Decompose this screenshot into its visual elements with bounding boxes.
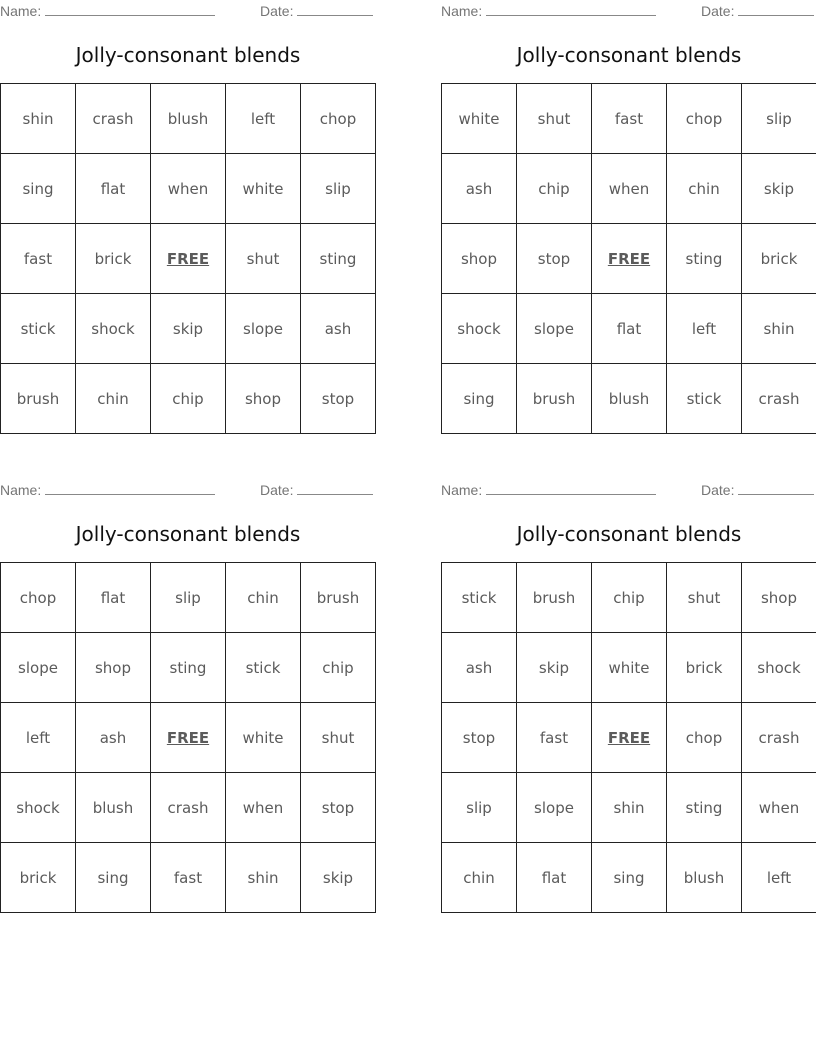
- grid-cell: slip: [301, 154, 376, 224]
- grid-cell: crash: [76, 84, 151, 154]
- grid-row: [442, 703, 816, 773]
- free-space-cell: FREE: [592, 224, 667, 294]
- bingo-grid: [441, 562, 816, 913]
- grid-cell: ash: [442, 154, 517, 224]
- grid-cell: white: [226, 703, 301, 773]
- grid-row: [1, 154, 376, 224]
- date-field: [260, 482, 373, 498]
- grid-cell: crash: [151, 773, 226, 843]
- grid-cell: shop: [76, 633, 151, 703]
- grid-cell: skip: [301, 843, 376, 913]
- grid-cell: shock: [1, 773, 76, 843]
- grid-cell: chop: [1, 563, 76, 633]
- grid-row: [442, 294, 816, 364]
- grid-cell: fast: [517, 703, 592, 773]
- grid-cell: stop: [442, 703, 517, 773]
- grid-cell: stick: [442, 563, 517, 633]
- card-title: Jolly-consonant blends: [516, 522, 742, 546]
- grid-row: [442, 84, 816, 154]
- grid-cell: sting: [301, 224, 376, 294]
- grid-cell: when: [151, 154, 226, 224]
- card-header: [0, 3, 376, 19]
- grid-cell: when: [592, 154, 667, 224]
- grid-cell: chin: [442, 843, 517, 913]
- name-label: Name:: [0, 3, 42, 19]
- grid-cell: brick: [1, 843, 76, 913]
- name-field: [441, 482, 656, 498]
- grid-cell: shop: [226, 364, 301, 434]
- bingo-card-1: [0, 0, 376, 434]
- bingo-card-4: [441, 479, 816, 913]
- grid-cell: skip: [151, 294, 226, 364]
- name-blank-line: [486, 482, 656, 495]
- grid-cell: chip: [592, 563, 667, 633]
- free-space-cell: FREE: [151, 224, 226, 294]
- grid-cell: shut: [301, 703, 376, 773]
- grid-cell: shock: [442, 294, 517, 364]
- card-header: [441, 482, 816, 498]
- bingo-grid: [0, 83, 376, 434]
- grid-row: [1, 843, 376, 913]
- grid-cell: chop: [301, 84, 376, 154]
- grid-cell: sting: [667, 773, 742, 843]
- name-label: Name:: [441, 3, 483, 19]
- grid-cell: stick: [226, 633, 301, 703]
- grid-row: [442, 154, 816, 224]
- grid-row: [442, 633, 816, 703]
- grid-cell: shock: [742, 633, 816, 703]
- card-title: Jolly-consonant blends: [75, 522, 301, 546]
- grid-cell: fast: [592, 84, 667, 154]
- card-title: Jolly-consonant blends: [75, 43, 301, 67]
- grid-cell: stick: [1, 294, 76, 364]
- date-blank-line: [738, 482, 814, 495]
- grid-cell: blush: [592, 364, 667, 434]
- grid-cell: shop: [442, 224, 517, 294]
- grid-row: [1, 563, 376, 633]
- grid-cell: sing: [442, 364, 517, 434]
- grid-row: [1, 633, 376, 703]
- bingo-card-2: [441, 0, 816, 434]
- grid-row: [442, 773, 816, 843]
- date-field: [701, 3, 814, 19]
- grid-cell: brush: [517, 364, 592, 434]
- name-blank-line: [486, 3, 656, 16]
- grid-cell: when: [226, 773, 301, 843]
- grid-cell: blush: [76, 773, 151, 843]
- grid-cell: slope: [517, 773, 592, 843]
- grid-cell: skip: [742, 154, 816, 224]
- grid-cell: shin: [226, 843, 301, 913]
- grid-cell: slip: [151, 563, 226, 633]
- grid-row: [442, 563, 816, 633]
- grid-row: [1, 703, 376, 773]
- grid-cell: ash: [76, 703, 151, 773]
- grid-row: [442, 843, 816, 913]
- grid-cell: brick: [76, 224, 151, 294]
- grid-cell: shut: [226, 224, 301, 294]
- grid-cell: flat: [76, 563, 151, 633]
- grid-cell: shin: [1, 84, 76, 154]
- grid-row: [1, 364, 376, 434]
- grid-cell: left: [667, 294, 742, 364]
- grid-cell: sing: [1, 154, 76, 224]
- grid-cell: shut: [517, 84, 592, 154]
- grid-cell: chip: [301, 633, 376, 703]
- bingo-card-3: [0, 479, 376, 913]
- grid-cell: blush: [667, 843, 742, 913]
- grid-cell: ash: [301, 294, 376, 364]
- grid-cell: slope: [1, 633, 76, 703]
- grid-cell: brush: [301, 563, 376, 633]
- grid-cell: flat: [517, 843, 592, 913]
- grid-cell: chop: [667, 703, 742, 773]
- grid-cell: brush: [1, 364, 76, 434]
- date-blank-line: [297, 482, 373, 495]
- date-blank-line: [738, 3, 814, 16]
- grid-cell: white: [442, 84, 517, 154]
- date-label: Date:: [260, 482, 294, 498]
- name-blank-line: [45, 3, 215, 16]
- grid-row: [1, 294, 376, 364]
- name-field: [0, 3, 215, 19]
- date-label: Date:: [701, 482, 735, 498]
- grid-cell: chin: [667, 154, 742, 224]
- grid-cell: flat: [592, 294, 667, 364]
- grid-cell: when: [742, 773, 816, 843]
- grid-cell: sing: [76, 843, 151, 913]
- grid-cell: brick: [742, 224, 816, 294]
- grid-cell: shin: [592, 773, 667, 843]
- grid-cell: chin: [226, 563, 301, 633]
- bingo-grid: [441, 83, 816, 434]
- grid-cell: crash: [742, 364, 816, 434]
- free-space-cell: FREE: [151, 703, 226, 773]
- card-header: [441, 3, 816, 19]
- grid-cell: sting: [667, 224, 742, 294]
- date-blank-line: [297, 3, 373, 16]
- name-label: Name:: [0, 482, 42, 498]
- grid-cell: shin: [742, 294, 816, 364]
- grid-row: [1, 224, 376, 294]
- date-label: Date:: [260, 3, 294, 19]
- grid-cell: sing: [592, 843, 667, 913]
- grid-cell: chip: [517, 154, 592, 224]
- name-blank-line: [45, 482, 215, 495]
- grid-cell: crash: [742, 703, 816, 773]
- grid-row: [1, 84, 376, 154]
- grid-cell: brick: [667, 633, 742, 703]
- grid-cell: stick: [667, 364, 742, 434]
- name-label: Name:: [441, 482, 483, 498]
- free-space-cell: FREE: [592, 703, 667, 773]
- grid-cell: stop: [517, 224, 592, 294]
- grid-cell: left: [226, 84, 301, 154]
- grid-cell: chin: [76, 364, 151, 434]
- grid-cell: chop: [667, 84, 742, 154]
- grid-cell: slip: [742, 84, 816, 154]
- grid-cell: sting: [151, 633, 226, 703]
- grid-cell: stop: [301, 773, 376, 843]
- grid-row: [1, 773, 376, 843]
- grid-cell: brush: [517, 563, 592, 633]
- grid-cell: slope: [226, 294, 301, 364]
- grid-cell: stop: [301, 364, 376, 434]
- date-field: [701, 482, 814, 498]
- grid-cell: skip: [517, 633, 592, 703]
- grid-cell: chip: [151, 364, 226, 434]
- grid-cell: flat: [76, 154, 151, 224]
- grid-cell: white: [592, 633, 667, 703]
- grid-cell: fast: [151, 843, 226, 913]
- card-header: [0, 482, 376, 498]
- grid-cell: shock: [76, 294, 151, 364]
- grid-cell: left: [742, 843, 816, 913]
- grid-cell: white: [226, 154, 301, 224]
- grid-cell: slope: [517, 294, 592, 364]
- grid-row: [442, 364, 816, 434]
- date-field: [260, 3, 373, 19]
- grid-cell: blush: [151, 84, 226, 154]
- grid-cell: slip: [442, 773, 517, 843]
- grid-row: [442, 224, 816, 294]
- grid-cell: fast: [1, 224, 76, 294]
- bingo-grid: [0, 562, 376, 913]
- card-title: Jolly-consonant blends: [516, 43, 742, 67]
- name-field: [441, 3, 656, 19]
- grid-cell: left: [1, 703, 76, 773]
- grid-cell: shop: [742, 563, 816, 633]
- name-field: [0, 482, 215, 498]
- date-label: Date:: [701, 3, 735, 19]
- grid-cell: ash: [442, 633, 517, 703]
- grid-cell: shut: [667, 563, 742, 633]
